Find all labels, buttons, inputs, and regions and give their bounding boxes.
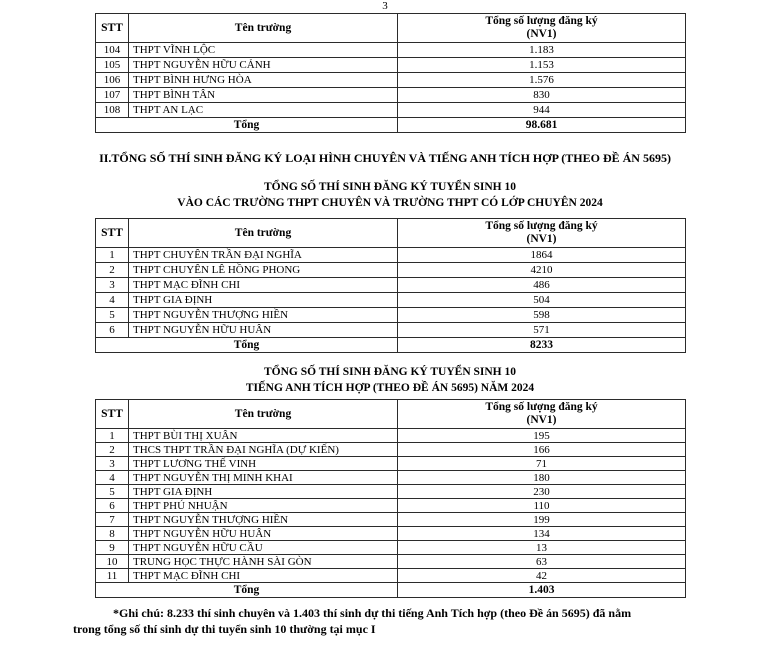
header-school-name: Tên trường	[129, 400, 398, 429]
integrated-english-table-title	[95, 364, 685, 396]
table-row	[96, 308, 686, 323]
cell-total: 71	[398, 457, 686, 471]
cell-stt: 1	[96, 429, 129, 443]
header-stt: STT	[96, 14, 129, 43]
specialized-table-title-line2: VÀO CÁC TRƯỜNG THPT CHUYÊN VÀ TRƯỜNG THPT CÓ LỚP CHUYÊN 2024	[177, 197, 603, 209]
header-school-name: Tên trường	[129, 219, 398, 248]
header-total-line2: (NV1)	[526, 414, 557, 426]
cell-school: THPT NGUYỄN HỮU CẢNH	[129, 58, 398, 73]
integrated-english-title-line1: TỔNG SỐ THÍ SINH ĐĂNG KÝ TUYỂN SINH 10	[264, 366, 516, 378]
integrated-english-title-line2: TIẾNG ANH TÍCH HỢP (THEO ĐỀ ÁN 5695) NĂM 2024	[245, 382, 535, 394]
cell-school: THPT NGUYỄN HỮU CẦU	[129, 541, 398, 555]
cell-stt: 1	[96, 248, 129, 263]
table-row	[96, 103, 686, 118]
cell-school: THPT GIA ĐỊNH	[129, 485, 398, 499]
table-row	[96, 429, 686, 443]
cell-total: 571	[398, 323, 686, 338]
table-body	[96, 248, 686, 338]
cell-stt: 104	[96, 43, 129, 58]
section-ii-heading: II.TỔNG SỐ THÍ SINH ĐĂNG KÝ LOẠI HÌNH CHUYÊN VÀ TIẾNG ANH TÍCH HỢP (THEO ĐỀ ÁN 5695)	[99, 151, 671, 165]
cell-total: 166	[398, 443, 686, 457]
table-row	[96, 555, 686, 569]
cell-stt: 7	[96, 513, 129, 527]
specialized-table-title	[95, 179, 685, 211]
cell-stt: 6	[96, 323, 129, 338]
cell-total: 1.576	[398, 73, 686, 88]
cell-school: THPT NGUYỄN HỮU HUÂN	[129, 527, 398, 541]
cell-total: 134	[398, 527, 686, 541]
table-row	[96, 457, 686, 471]
cell-stt: 8	[96, 527, 129, 541]
table-row	[96, 443, 686, 457]
cell-school: THPT NGUYỄN HỮU HUÂN	[129, 323, 398, 338]
header-total-line2: (NV1)	[526, 233, 557, 245]
cell-total: 944	[398, 103, 686, 118]
header-school-name: Tên trường	[129, 14, 398, 43]
footnote-line1: *Ghi chú: 8.233 thí sinh chuyên và 1.403 thí sinh dự thi tiếng Anh Tích hợp (theo Đề án 5695) đã nằm	[113, 606, 632, 620]
cell-school: THPT GIA ĐỊNH	[129, 293, 398, 308]
cell-total: 180	[398, 471, 686, 485]
cell-stt: 9	[96, 541, 129, 555]
cell-stt: 2	[96, 263, 129, 278]
cell-school: THPT VĨNH LỘC	[129, 43, 398, 58]
table-row	[96, 513, 686, 527]
header-total-registrations	[398, 14, 686, 43]
cell-stt: 105	[96, 58, 129, 73]
table-header-row	[96, 400, 686, 429]
table-row	[96, 58, 686, 73]
header-total-line1: Tổng số lượng đăng ký	[485, 401, 598, 413]
table-row	[96, 43, 686, 58]
total-label: Tổng	[96, 118, 398, 133]
cell-stt: 107	[96, 88, 129, 103]
cell-total: 486	[398, 278, 686, 293]
cell-total: 1.183	[398, 43, 686, 58]
total-row	[96, 118, 686, 133]
cell-school: THPT NGUYỄN THỊ MINH KHAI	[129, 471, 398, 485]
cell-stt: 108	[96, 103, 129, 118]
table-row	[96, 471, 686, 485]
cell-school: THPT BÙI THỊ XUÂN	[129, 429, 398, 443]
cell-total: 13	[398, 541, 686, 555]
header-stt: STT	[96, 400, 129, 429]
cell-stt: 4	[96, 471, 129, 485]
page-number: 3	[382, 0, 388, 12]
cell-total: 1.153	[398, 58, 686, 73]
cell-stt: 3	[96, 457, 129, 471]
table-row	[96, 248, 686, 263]
cell-stt: 4	[96, 293, 129, 308]
table-body	[96, 43, 686, 118]
table-row	[96, 278, 686, 293]
table-header-row	[96, 14, 686, 43]
table-row	[96, 569, 686, 583]
header-stt: STT	[96, 219, 129, 248]
header-total-line1: Tổng số lượng đăng ký	[485, 15, 598, 27]
table-row	[96, 485, 686, 499]
cell-school: TRUNG HỌC THỰC HÀNH SÀI GÒN	[129, 555, 398, 569]
total-row	[96, 338, 686, 353]
cell-total: 199	[398, 513, 686, 527]
cell-school: THPT MẠC ĐĨNH CHI	[129, 278, 398, 293]
cell-total: 195	[398, 429, 686, 443]
table-row	[96, 527, 686, 541]
cell-total: 63	[398, 555, 686, 569]
cell-total: 598	[398, 308, 686, 323]
table-header-row	[96, 219, 686, 248]
table-row	[96, 263, 686, 278]
cell-school: THPT NGUYỄN THƯỢNG HIỀN	[129, 513, 398, 527]
cell-stt: 5	[96, 308, 129, 323]
cell-total: 42	[398, 569, 686, 583]
cell-school: THPT PHÚ NHUẬN	[129, 499, 398, 513]
regular-registration-table	[95, 13, 686, 133]
cell-total: 4210	[398, 263, 686, 278]
cell-total: 230	[398, 485, 686, 499]
cell-stt: 5	[96, 485, 129, 499]
header-total-line1: Tổng số lượng đăng ký	[485, 220, 598, 232]
table-row	[96, 541, 686, 555]
cell-stt: 10	[96, 555, 129, 569]
cell-school: THPT CHUYÊN LÊ HỒNG PHONG	[129, 263, 398, 278]
header-total-registrations	[398, 400, 686, 429]
cell-total: 504	[398, 293, 686, 308]
cell-total: 110	[398, 499, 686, 513]
footnote-line2: trong tổng số thí sinh dự thi tuyển sinh 10 thường tại mục I	[73, 622, 376, 636]
cell-school: THPT LƯƠNG THẾ VINH	[129, 457, 398, 471]
footnote	[73, 605, 733, 637]
total-value: 8233	[398, 338, 686, 353]
total-value: 98.681	[398, 118, 686, 133]
specialized-registration-table	[95, 218, 686, 353]
table-row	[96, 293, 686, 308]
cell-stt: 106	[96, 73, 129, 88]
integrated-english-registration-table	[95, 399, 686, 598]
table-row	[96, 323, 686, 338]
cell-school: THPT BÌNH HƯNG HÒA	[129, 73, 398, 88]
table-row	[96, 88, 686, 103]
cell-stt: 2	[96, 443, 129, 457]
table-row	[96, 499, 686, 513]
cell-school: THPT NGUYỄN THƯỢNG HIỀN	[129, 308, 398, 323]
cell-school: THPT CHUYÊN TRẦN ĐẠI NGHĨA	[129, 248, 398, 263]
total-row	[96, 583, 686, 598]
header-total-line2: (NV1)	[526, 28, 557, 40]
cell-school: THPT BÌNH TÂN	[129, 88, 398, 103]
cell-school: THPT AN LẠC	[129, 103, 398, 118]
cell-total: 1864	[398, 248, 686, 263]
total-label: Tổng	[96, 338, 398, 353]
table-row	[96, 73, 686, 88]
specialized-table-title-line1: TỔNG SỐ THÍ SINH ĐĂNG KÝ TUYỂN SINH 10	[264, 181, 516, 193]
table-body	[96, 429, 686, 583]
total-value: 1.403	[398, 583, 686, 598]
cell-stt: 11	[96, 569, 129, 583]
cell-stt: 3	[96, 278, 129, 293]
header-total-registrations	[398, 219, 686, 248]
cell-school: THCS THPT TRẦN ĐẠI NGHĨA (DỰ KIẾN)	[129, 443, 398, 457]
cell-stt: 6	[96, 499, 129, 513]
cell-total: 830	[398, 88, 686, 103]
total-label: Tổng	[96, 583, 398, 598]
cell-school: THPT MẠC ĐĨNH CHI	[129, 569, 398, 583]
